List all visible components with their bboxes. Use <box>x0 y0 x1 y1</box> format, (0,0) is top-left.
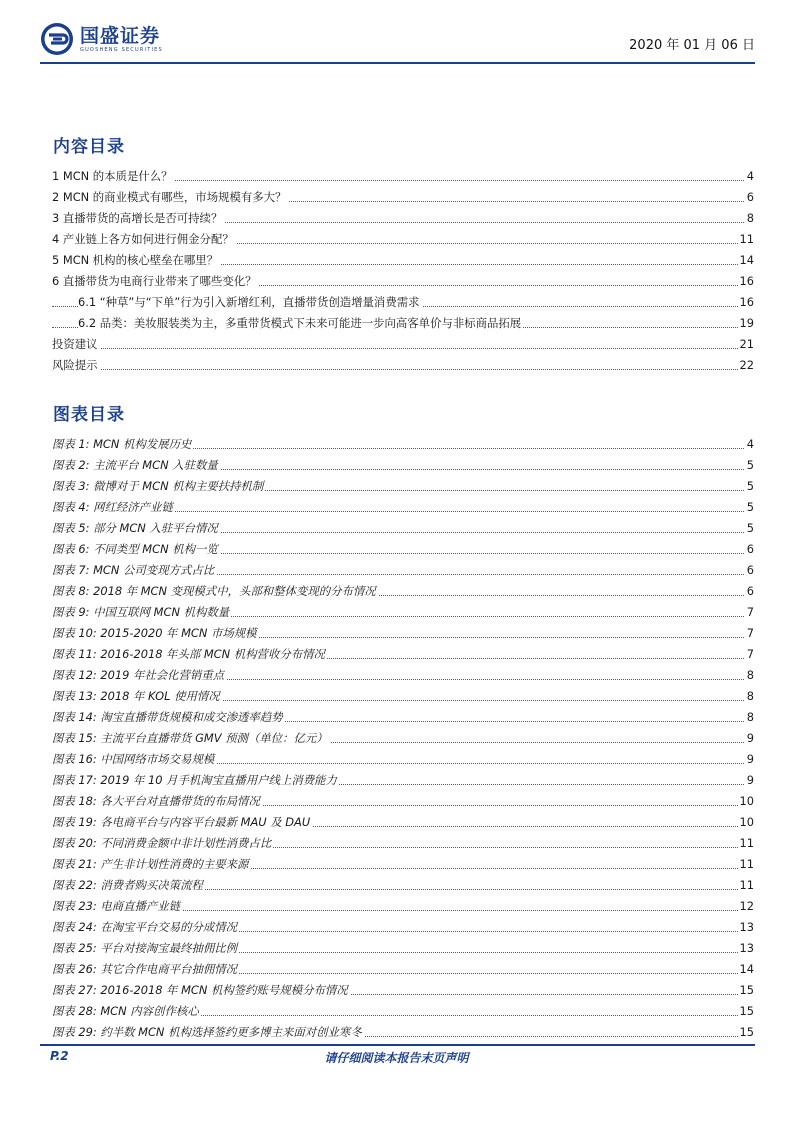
entry-page-number[interactable]: 4 <box>745 166 754 187</box>
figure-entry[interactable] <box>52 728 754 749</box>
figure-entry[interactable] <box>52 896 754 917</box>
figure-entry[interactable] <box>52 749 754 770</box>
entry-page-number[interactable]: 15 <box>738 980 755 1001</box>
entry-page-number[interactable]: 7 <box>745 623 754 644</box>
disclaimer-note: 请仔细阅读本报告末页声明 <box>324 1051 469 1065</box>
figure-entry[interactable] <box>52 644 754 665</box>
figure-entry[interactable] <box>52 917 754 938</box>
entry-label[interactable]: 图表 17: 2019 年 10 月手机淘宝直播用户线上消费能力 <box>52 770 339 791</box>
entry-label[interactable]: 图表 5: 部分 MCN 入驻平台情况 <box>52 518 220 539</box>
figure-entry[interactable] <box>52 539 754 560</box>
footer-divider <box>40 1044 755 1046</box>
company-name-en: GUOSHENG SECURITIES <box>80 46 163 53</box>
entry-label[interactable]: 5 MCN 机构的核心壁垒在哪里？ <box>52 250 220 271</box>
entry-label[interactable]: 图表 9: 中国互联网 MCN 机构数量 <box>52 602 231 623</box>
figure-entry[interactable] <box>52 833 754 854</box>
entry-label[interactable]: 6 直播带货为电商行业带来了哪些变化？ <box>52 271 259 292</box>
figure-entry[interactable] <box>52 497 754 518</box>
entry-label[interactable]: 图表 29: 约半数 MCN 机构选择签约更多博主来面对创业寒冬 <box>52 1022 364 1043</box>
entry-page-number[interactable]: 11 <box>738 875 755 896</box>
report-date: 2020 年 01 月 06 日 <box>629 38 755 53</box>
contents-entry[interactable] <box>52 355 754 376</box>
entry-page-number[interactable]: 15 <box>738 1022 755 1043</box>
entry-page-number[interactable]: 8 <box>745 686 754 707</box>
entry-label[interactable]: 图表 20: 不同消费金额中非计划性消费占比 <box>52 833 273 854</box>
entry-page-number[interactable]: 6 <box>745 560 754 581</box>
figure-entry[interactable] <box>52 476 754 497</box>
entry-page-number[interactable]: 11 <box>738 229 755 250</box>
entry-page-number[interactable]: 14 <box>738 959 755 980</box>
company-logo <box>40 22 163 56</box>
entry-label[interactable]: 图表 18: 各大平台对直播带货的布局情况 <box>52 791 262 812</box>
entry-page-number[interactable]: 15 <box>738 1001 755 1022</box>
entry-page-number[interactable]: 13 <box>738 938 755 959</box>
guosheng-logo-icon <box>40 22 74 56</box>
entry-label[interactable]: 图表 15: 主流平台直播带货 GMV 预测（单位：亿元） <box>52 728 330 749</box>
company-name-cn: 国盛证券 <box>80 24 161 47</box>
entry-page-number[interactable]: 6 <box>745 539 754 560</box>
entry-label[interactable]: 风险提示 <box>52 355 100 376</box>
entry-label[interactable]: 图表 19: 各电商平台与内容平台最新 MAU 及 DAU <box>52 812 312 833</box>
entry-label[interactable]: 图表 14: 淘宝直播带货规模和成交渗透率趋势 <box>52 707 285 728</box>
entry-page-number[interactable]: 21 <box>738 334 755 355</box>
figure-entry[interactable] <box>52 980 754 1001</box>
entry-label[interactable]: 图表 7: MCN 公司变现方式占比 <box>52 560 216 581</box>
contents-entry[interactable] <box>52 250 754 271</box>
figure-entry[interactable] <box>52 854 754 875</box>
contents-entry[interactable] <box>52 271 754 292</box>
entry-label[interactable]: 3 直播带货的高增长是否可持续？ <box>52 208 224 229</box>
figure-entry[interactable] <box>52 812 754 833</box>
entry-page-number[interactable]: 6 <box>745 581 754 602</box>
entry-page-number[interactable]: 9 <box>745 770 754 791</box>
dot-leader <box>52 369 754 370</box>
contents-entry[interactable] <box>52 334 754 355</box>
entry-label[interactable]: 图表 10: 2015-2020 年 MCN 市场规模 <box>52 623 259 644</box>
figures-list <box>52 434 754 1043</box>
contents-entry[interactable] <box>52 166 754 187</box>
entry-label[interactable]: 6.1 “种草”与“下单”行为引入新增红利，直播带货创造增量消费需求 <box>78 292 422 313</box>
entry-page-number[interactable]: 4 <box>745 434 754 455</box>
entry-label[interactable]: 图表 24: 在淘宝平台交易的分成情况 <box>52 917 239 938</box>
contents-entry[interactable] <box>52 187 754 208</box>
page-header <box>40 22 755 60</box>
entry-page-number[interactable]: 16 <box>738 292 755 313</box>
figure-entry[interactable] <box>52 791 754 812</box>
entry-label[interactable]: 图表 1: MCN 机构发展历史 <box>52 434 193 455</box>
entry-page-number[interactable]: 7 <box>745 644 754 665</box>
entry-label[interactable]: 图表 11: 2016-2018 年头部 MCN 机构营收分布情况 <box>52 644 327 665</box>
entry-label[interactable]: 1 MCN 的本质是什么？ <box>52 166 175 187</box>
entry-page-number[interactable]: 11 <box>738 833 755 854</box>
entry-label[interactable]: 图表 2: 主流平台 MCN 入驻数量 <box>52 455 220 476</box>
entry-label[interactable]: 4 产业链上各方如何进行佣金分配？ <box>52 229 236 250</box>
entry-label[interactable]: 投资建议 <box>52 334 100 355</box>
figure-entry[interactable] <box>52 518 754 539</box>
entry-label[interactable]: 图表 4: 网红经济产业链 <box>52 497 175 518</box>
entry-page-number[interactable]: 7 <box>745 602 754 623</box>
entry-label[interactable]: 图表 8: 2018 年 MCN 变现模式中，头部和整体变现的分布情况 <box>52 581 378 602</box>
entry-label[interactable]: 图表 25: 平台对接淘宝最终抽佣比例 <box>52 938 239 959</box>
entry-label[interactable]: 图表 26: 其它合作电商平台抽佣情况 <box>52 959 239 980</box>
figure-entry[interactable] <box>52 560 754 581</box>
entry-page-number[interactable]: 8 <box>745 208 754 229</box>
figure-entry[interactable] <box>52 707 754 728</box>
entry-page-number[interactable]: 19 <box>738 313 755 334</box>
figure-entry[interactable] <box>52 1022 754 1043</box>
entry-label[interactable]: 图表 13: 2018 年 KOL 使用情况 <box>52 686 222 707</box>
contents-entry[interactable] <box>52 292 754 313</box>
entry-label[interactable]: 图表 27: 2016-2018 年 MCN 机构签约账号规模分布情况 <box>52 980 350 1001</box>
entry-label[interactable]: 2 MCN 的商业模式有哪些，市场规模有多大？ <box>52 187 288 208</box>
entry-page-number[interactable]: 5 <box>745 518 754 539</box>
figures-title: 图表目录 <box>53 405 125 425</box>
entry-label[interactable]: 图表 3: 微博对于 MCN 机构主要扶持机制 <box>52 476 265 497</box>
figure-entry[interactable] <box>52 1001 754 1022</box>
entry-label[interactable]: 图表 23: 电商直播产业链 <box>52 896 182 917</box>
entry-page-number[interactable]: 16 <box>738 271 755 292</box>
entry-page-number[interactable]: 10 <box>738 791 755 812</box>
entry-page-number[interactable]: 5 <box>745 476 754 497</box>
header-divider <box>40 62 755 64</box>
entry-label[interactable]: 图表 6: 不同类型 MCN 机构一览 <box>52 539 220 560</box>
entry-page-number[interactable]: 5 <box>745 455 754 476</box>
figure-entry[interactable] <box>52 770 754 791</box>
entry-page-number[interactable]: 8 <box>745 665 754 686</box>
contents-entry[interactable] <box>52 229 754 250</box>
figure-entry[interactable] <box>52 665 754 686</box>
figure-entry[interactable] <box>52 959 754 980</box>
entry-label[interactable]: 图表 16: 中国网络市场交易规模 <box>52 749 216 770</box>
entry-page-number[interactable]: 9 <box>745 749 754 770</box>
contents-entry[interactable] <box>52 313 754 334</box>
entry-page-number[interactable]: 12 <box>738 896 755 917</box>
entry-page-number[interactable]: 13 <box>738 917 755 938</box>
contents-list <box>52 166 754 376</box>
entry-label[interactable]: 6.2 品类：美妆服装类为主，多重带货模式下未来可能进一步向高客单价与非标商品拓展 <box>78 313 523 334</box>
contents-title: 内容目录 <box>53 137 125 157</box>
figure-entry[interactable] <box>52 434 754 455</box>
entry-page-number[interactable]: 9 <box>745 728 754 749</box>
entry-page-number[interactable]: 22 <box>738 355 755 376</box>
entry-label[interactable]: 图表 21: 产生非计划性消费的主要来源 <box>52 854 250 875</box>
entry-page-number[interactable]: 10 <box>738 812 755 833</box>
figure-entry[interactable] <box>52 623 754 644</box>
entry-page-number[interactable]: 6 <box>745 187 754 208</box>
figure-entry[interactable] <box>52 686 754 707</box>
page-number: P.2 <box>50 1049 69 1063</box>
entry-page-number[interactable]: 8 <box>745 707 754 728</box>
figure-entry[interactable] <box>52 875 754 896</box>
entry-label[interactable]: 图表 28: MCN 内容创作核心 <box>52 1001 201 1022</box>
entry-page-number[interactable]: 11 <box>738 854 755 875</box>
dot-leader <box>52 348 754 349</box>
entry-page-number[interactable]: 14 <box>738 250 755 271</box>
entry-page-number[interactable]: 5 <box>745 497 754 518</box>
figure-entry[interactable] <box>52 581 754 602</box>
entry-label[interactable]: 图表 12: 2019 年社会化营销重点 <box>52 665 226 686</box>
figure-entry[interactable] <box>52 602 754 623</box>
figure-entry[interactable] <box>52 938 754 959</box>
contents-entry[interactable] <box>52 208 754 229</box>
entry-label[interactable]: 图表 22: 消费者购买决策流程 <box>52 875 205 896</box>
figure-entry[interactable] <box>52 455 754 476</box>
